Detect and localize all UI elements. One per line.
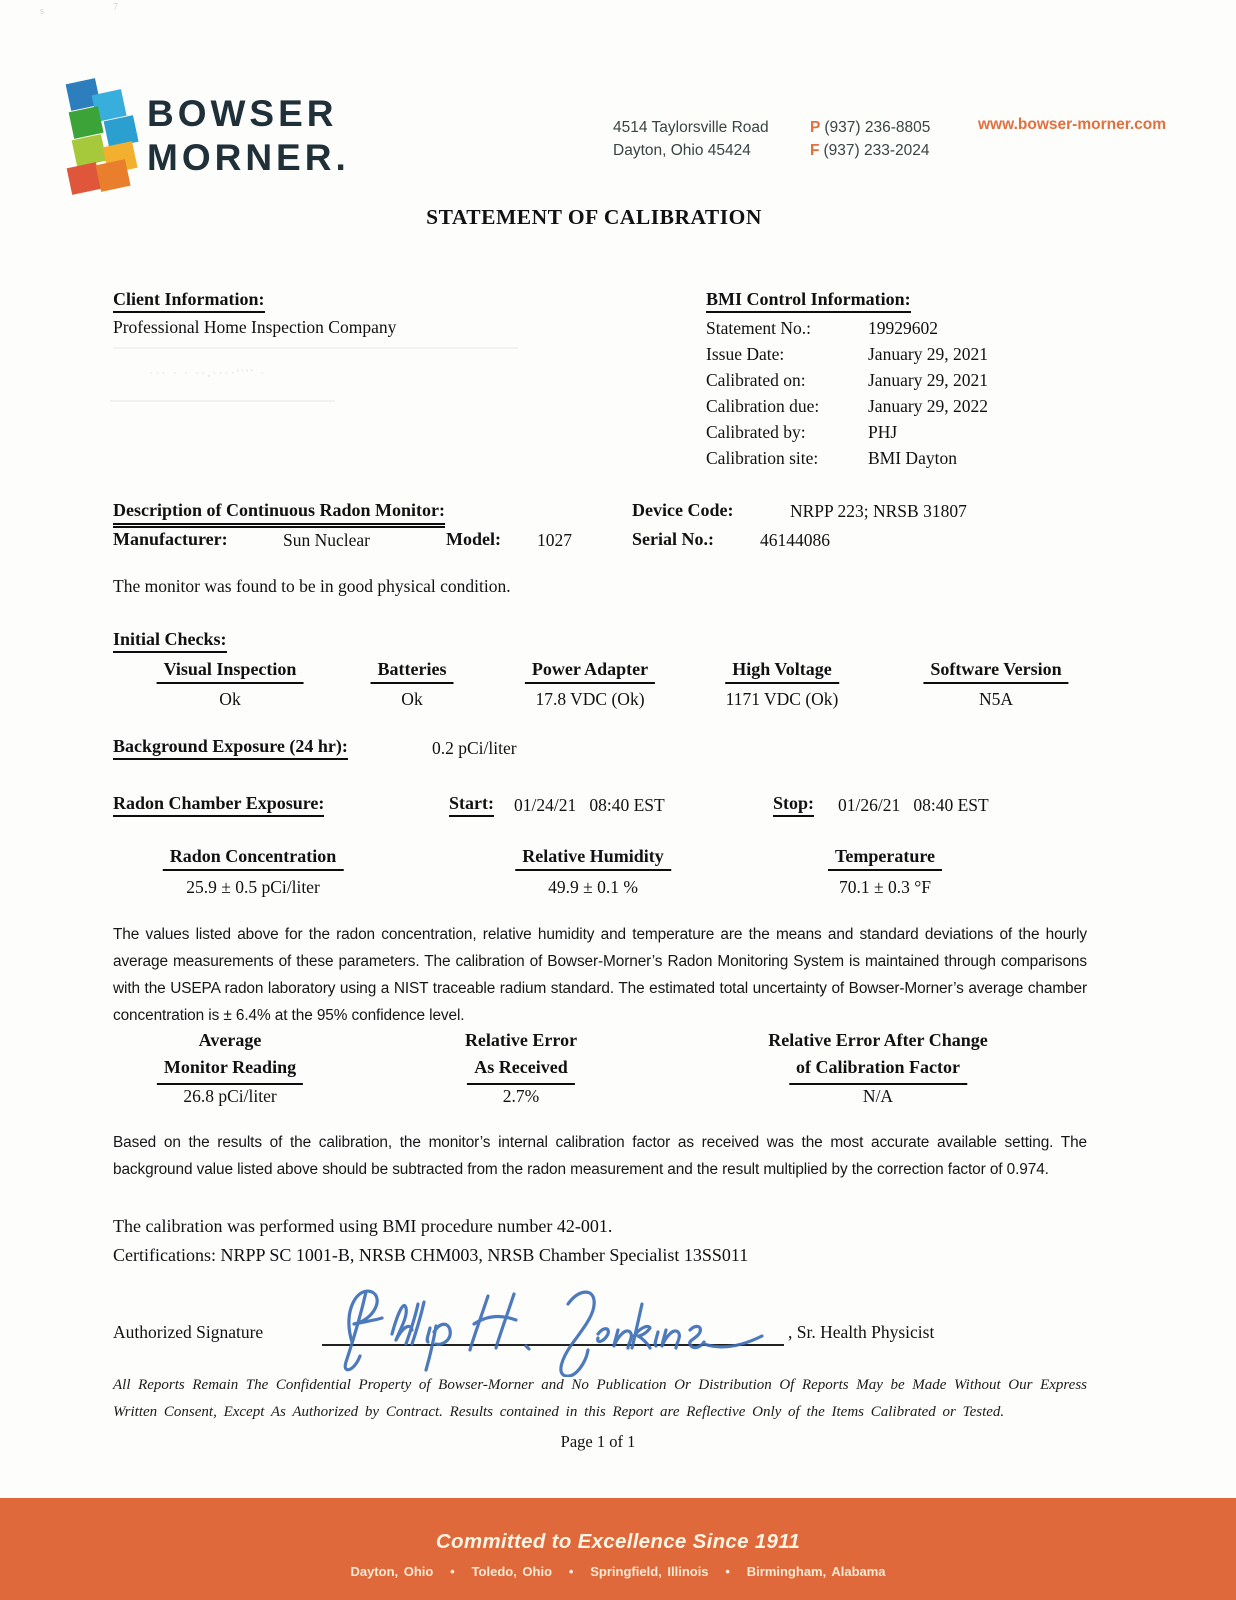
page-number: Page 1 of 1	[560, 1432, 636, 1451]
footer-band	[0, 1498, 1236, 1600]
bmi-row	[706, 318, 988, 344]
stop-value: 01/26/21 08:40 EST	[838, 795, 989, 815]
fax-tag: F	[810, 142, 820, 159]
phone-number: (937) 236-8805	[824, 119, 931, 136]
check-col-value: N5A	[978, 689, 1014, 709]
start-value: 01/24/21 08:40 EST	[514, 795, 665, 815]
check-col-value: Ok	[219, 689, 241, 709]
bmi-row	[706, 448, 988, 474]
address-line1: 4514 Taylorsville Road	[613, 119, 769, 136]
manufacturer-label: Manufacturer:	[113, 529, 228, 549]
bmi-info-heading: BMI Control Information:	[706, 289, 911, 313]
result-col-header: Average Monitor Reading	[157, 1027, 303, 1085]
bmi-info-table	[706, 318, 988, 474]
footer-tagline: Committed to Excellence Since 1911	[435, 1530, 801, 1553]
bmi-value: 19929602	[868, 318, 938, 338]
logo-wordmark-line2: MORNER.	[147, 137, 350, 178]
scan-speck: 7	[113, 2, 118, 13]
fax-number: (937) 233-2024	[823, 142, 930, 159]
company-address	[613, 116, 769, 162]
footer-locations: Dayton, Ohio • Toledo, Ohio • Springfield, Illinois • Birmingham, Alabama	[350, 1564, 886, 1579]
bmi-label: Calibration site:	[706, 448, 819, 468]
bmi-value: January 29, 2022	[868, 396, 989, 416]
check-col-value: 1171 VDC (Ok)	[725, 689, 839, 709]
device-code-label: Device Code:	[632, 500, 734, 520]
model-label: Model:	[446, 529, 501, 549]
redaction-line	[110, 400, 335, 402]
bmi-row	[706, 422, 988, 448]
procedure-line: The calibration was performed using BMI procedure number 42-001.	[113, 1216, 613, 1236]
check-col-header: High Voltage	[725, 659, 839, 684]
company-website: www.bowser-morner.com	[978, 116, 1167, 133]
client-info-heading: Client Information:	[113, 289, 265, 313]
logo-wordmark	[147, 92, 350, 180]
device-description-heading: Description of Continuous Radon Monitor:	[113, 500, 445, 528]
bmi-value: PHJ	[868, 422, 898, 442]
confidentiality-notice: All Reports Remain The Confidential Property of Bowser-Morner and No Publication Or Distribution Of Reports May be Made Without Our Express Written Consent, Except As Authorized by Contract. Results contained in this Report are Reflective Only of the Items Calibrated or Tested.	[113, 1377, 1087, 1420]
stop-label: Stop:	[773, 793, 814, 817]
check-col-value: Ok	[401, 689, 423, 709]
device-code-value: NRPP 223; NRSB 31807	[790, 501, 967, 521]
measurement-value: 70.1 ± 0.3 °F	[839, 877, 931, 897]
phone-tag: P	[810, 119, 821, 136]
redaction-line	[113, 347, 518, 349]
result-col-value: 26.8 pCi/liter	[183, 1086, 277, 1106]
check-col-header: Software Version	[923, 659, 1068, 684]
uncertainty-paragraph: The values listed above for the radon concentration, relative humidity and temperature are the means and standard deviations of the hourly average measurements of these parameters. The calibration of Bowser-Morner’s Radon Monitoring System is maintained through comparisons with the USEPA radon laboratory using a NIST traceable radium standard. The estimated total uncertainty of Bowser-Morner’s average chamber concentration is ± 6.4% at the 95% confidence level.	[113, 926, 1087, 1024]
redacted-text-smudge: ··· · · ··,····'''' ·	[150, 368, 267, 378]
manufacturer-value: Sun Nuclear	[283, 530, 370, 550]
serial-value: 46144086	[760, 530, 830, 550]
check-col-header: Batteries	[371, 659, 454, 684]
result-col-value: 2.7%	[502, 1086, 540, 1106]
signature-handwriting	[330, 1282, 780, 1377]
bmi-row	[706, 344, 988, 370]
serial-label: Serial No.:	[632, 529, 714, 549]
bmi-value: January 29, 2021	[868, 344, 989, 364]
bmi-label: Statement No.:	[706, 318, 811, 338]
bmi-label: Calibrated by:	[706, 422, 806, 442]
page-title: STATEMENT OF CALIBRATION	[426, 205, 762, 229]
model-value: 1027	[537, 530, 572, 550]
initial-checks-heading: Initial Checks:	[113, 629, 227, 653]
measurement-header: Relative Humidity	[515, 846, 671, 871]
background-exposure-label: Background Exposure (24 hr):	[113, 736, 348, 760]
measurement-header: Temperature	[828, 846, 942, 871]
bmi-label: Calibration due:	[706, 396, 820, 416]
result-col-header: Relative Error As Received	[465, 1027, 577, 1085]
bmi-label: Issue Date:	[706, 344, 785, 364]
phone-row	[810, 116, 930, 139]
result-col-header: Relative Error After Change of Calibration Factor	[768, 1027, 987, 1085]
start-label: Start:	[449, 793, 494, 817]
condition-note: The monitor was found to be in good physical condition.	[113, 576, 511, 596]
client-name: Professional Home Inspection Company	[113, 317, 397, 337]
bmi-value: BMI Dayton	[868, 448, 957, 468]
measurement-value: 49.9 ± 0.1 %	[548, 877, 638, 897]
certifications-line: Certifications: NRPP SC 1001-B, NRSB CHM003, NRSB Chamber Specialist 13SS011	[113, 1245, 749, 1265]
check-col-header: Power Adapter	[525, 659, 655, 684]
background-exposure-value: 0.2 pCi/liter	[432, 738, 517, 758]
bmi-value: January 29, 2021	[868, 370, 989, 390]
measurement-value: 25.9 ± 0.5 pCi/liter	[186, 877, 320, 897]
logo-wordmark-line1: BOWSER	[147, 93, 338, 134]
conclusion-paragraph: Based on the results of the calibration, the monitor’s internal calibration factor as received was the most accurate available setting. The background value listed above should be subtracted from the radon measurement and the result multiplied by the correction factor of 0.974.	[113, 1134, 1087, 1178]
bmi-row	[706, 370, 988, 396]
check-col-header: Visual Inspection	[157, 659, 304, 684]
chamber-exposure-heading: Radon Chamber Exposure:	[113, 793, 324, 817]
authorized-signature-label: Authorized Signature	[113, 1322, 264, 1342]
scan-speck: s	[40, 6, 44, 17]
company-phones	[810, 116, 930, 162]
measurement-header: Radon Concentration	[163, 846, 344, 871]
result-col-value: N/A	[862, 1086, 894, 1106]
address-line2: Dayton, Ohio 45424	[613, 142, 751, 159]
check-col-value: 17.8 VDC (Ok)	[535, 689, 645, 709]
fax-row	[810, 139, 930, 162]
signer-title: , Sr. Health Physicist	[788, 1322, 935, 1342]
bmi-row	[706, 396, 988, 422]
bmi-label: Calibrated on:	[706, 370, 806, 390]
